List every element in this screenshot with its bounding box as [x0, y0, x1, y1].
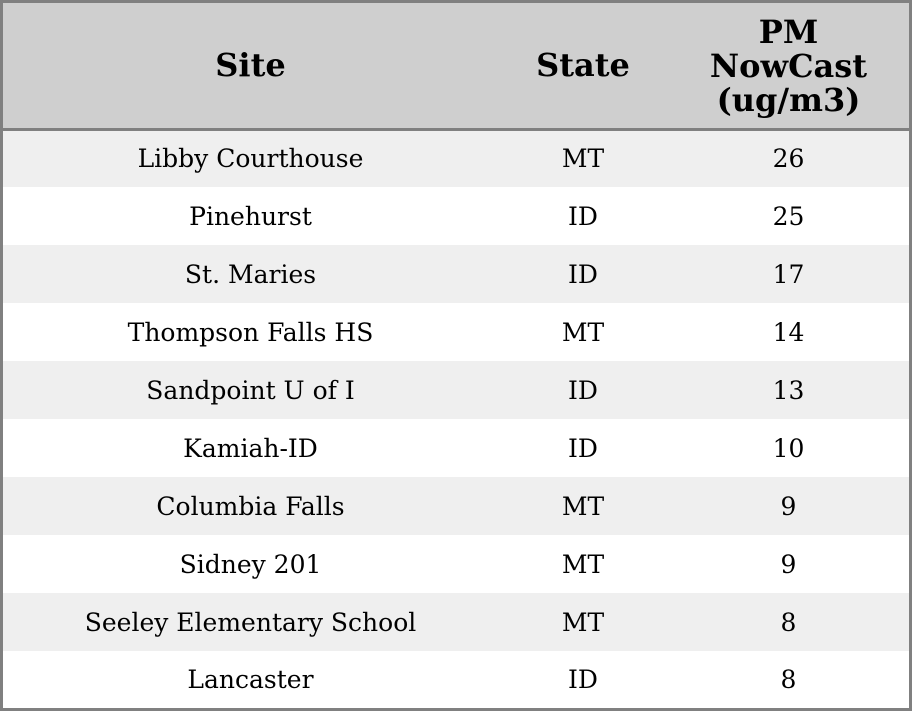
pm-value-cell: 13 — [668, 361, 909, 419]
pm-value-cell: 14 — [668, 303, 909, 361]
pm-value-cell: 17 — [668, 245, 909, 303]
table-row — [3, 593, 909, 651]
pm-nowcast-table — [3, 3, 909, 707]
table-row — [3, 419, 909, 477]
table-row — [3, 651, 909, 707]
table-row — [3, 187, 909, 245]
site-cell: Columbia Falls — [3, 477, 498, 535]
pm-value-cell: 8 — [668, 593, 909, 651]
state-cell: MT — [498, 129, 668, 187]
table-row — [3, 129, 909, 187]
header-pm-line-3: (ug/m3) — [716, 81, 861, 120]
pm-value-cell: 26 — [668, 129, 909, 187]
header-pm-line-2: NowCast — [709, 47, 868, 86]
table-header — [3, 3, 909, 129]
pm-value-cell: 8 — [668, 651, 909, 707]
state-cell: ID — [498, 651, 668, 707]
column-header-pm-nowcast — [668, 3, 909, 129]
pm-value-cell: 10 — [668, 419, 909, 477]
state-cell: ID — [498, 187, 668, 245]
site-cell: Thompson Falls HS — [3, 303, 498, 361]
state-cell: ID — [498, 419, 668, 477]
state-cell: MT — [498, 303, 668, 361]
site-cell: Lancaster — [3, 651, 498, 707]
state-cell: ID — [498, 245, 668, 303]
table-row — [3, 535, 909, 593]
pm-value-cell: 25 — [668, 187, 909, 245]
site-cell: St. Maries — [3, 245, 498, 303]
site-cell: Libby Courthouse — [3, 129, 498, 187]
pm-value-cell: 9 — [668, 535, 909, 593]
table-row — [3, 361, 909, 419]
state-cell: MT — [498, 593, 668, 651]
table-row — [3, 477, 909, 535]
pm-value-cell: 9 — [668, 477, 909, 535]
table-body — [3, 129, 909, 707]
column-header-site: Site — [3, 3, 498, 129]
header-pm-line-1: PM — [758, 13, 819, 52]
state-cell: ID — [498, 361, 668, 419]
site-cell: Sandpoint U of I — [3, 361, 498, 419]
site-cell: Kamiah-ID — [3, 419, 498, 477]
table-row — [3, 303, 909, 361]
site-cell: Seeley Elementary School — [3, 593, 498, 651]
table-row — [3, 245, 909, 303]
state-cell: MT — [498, 477, 668, 535]
column-header-state: State — [498, 3, 668, 129]
state-cell: MT — [498, 535, 668, 593]
site-cell: Pinehurst — [3, 187, 498, 245]
site-cell: Sidney 201 — [3, 535, 498, 593]
header-row — [3, 3, 909, 129]
